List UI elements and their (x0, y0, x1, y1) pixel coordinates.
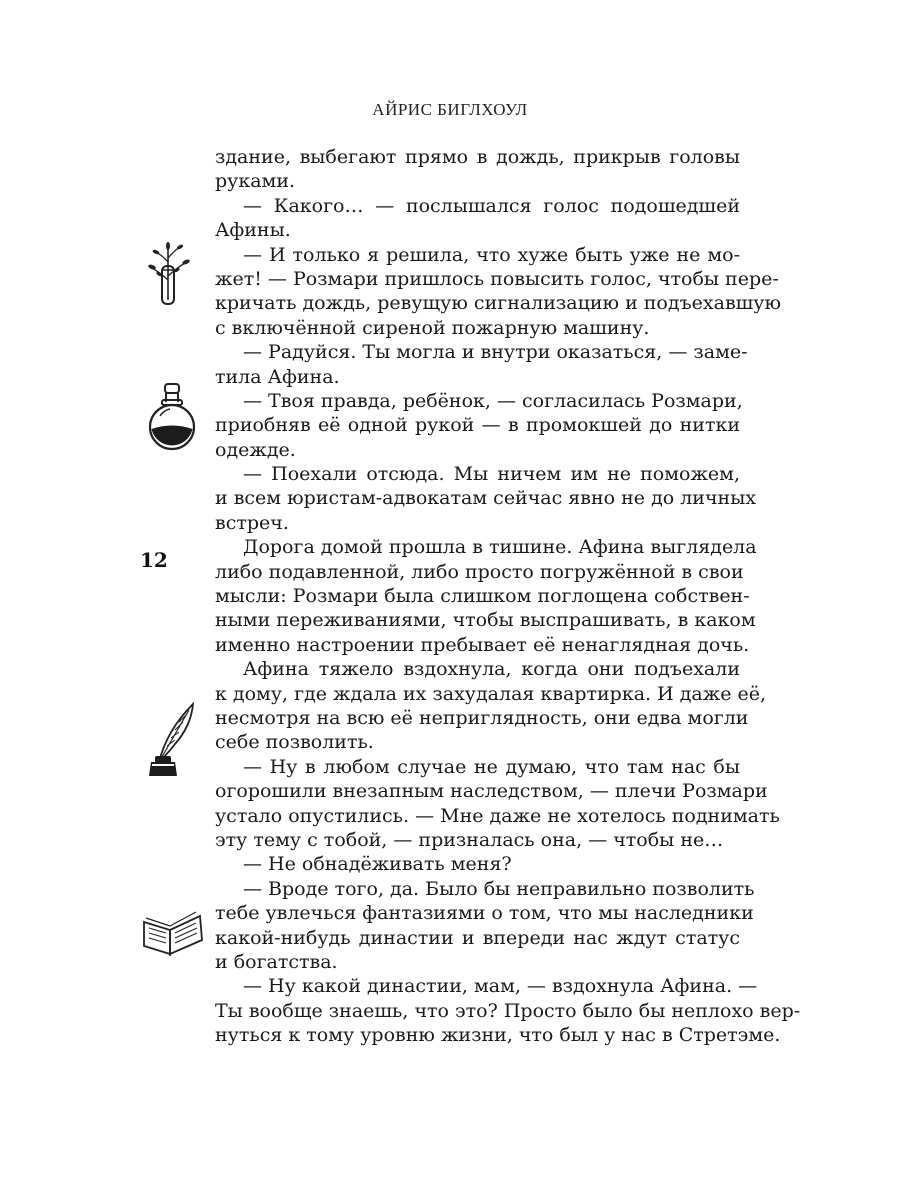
text-line: и всем юристам-адвокатам сейчас явно не до личных (215, 487, 757, 510)
text-line: ными переживаниями, чтобы выспрашивать, в каком (215, 609, 756, 632)
text-line: жет! — Розмари пришлось повысить голос, чтобы пере- (215, 267, 779, 290)
text-line: — Вроде того, да. Было бы неправильно позволить (243, 877, 755, 900)
text-line: кричать дождь, ревущую сигнализацию и подъехавшую (215, 292, 782, 315)
text-line: Дорога домой прошла в тишине. Афина выглядела (243, 536, 757, 559)
text-line: — И только я решила, что хуже быть уже не мо- (243, 243, 740, 266)
text-line: тебе увлечься фантазиями о том, что мы наследники (215, 902, 754, 925)
text-line: какой-нибудь династии и впереди нас ждут статус (215, 926, 740, 949)
running-head: АЙРИС БИГЛХОУЛ (372, 100, 528, 119)
text-line: — Твоя правда, ребёнок, — согласилась Розмари, (243, 389, 743, 412)
body-text (215, 145, 801, 1047)
herb-vial-icon (143, 240, 193, 308)
text-line: огорошили внезапным наследством, — плечи Розмари (215, 780, 768, 803)
text-line: тила Афина. (215, 365, 340, 388)
text-line: — Поехали отсюда. Мы ничем им не поможем, (243, 463, 740, 486)
text-line: несмотря на всю её неприглядность, они едва могли (215, 706, 749, 729)
text-line: с включённой сиреной пожарную машину. (215, 316, 650, 339)
text-line: — Радуйся. Ты могла и внутри оказаться, — заме- (243, 341, 748, 364)
text-line: Ты вообще знаешь, что это? Просто было бы неплохо вер- (215, 999, 801, 1022)
text-line: одежде. (215, 438, 296, 461)
text-line: — Не обнадёживать меня? (243, 853, 512, 876)
text-line: мысли: Розмари была слишком поглощена собствен- (215, 585, 750, 608)
text-line: себе позволить. (215, 731, 374, 754)
potion-bottle-icon (146, 382, 198, 452)
text-line: встреч. (215, 511, 289, 534)
text-line: либо подавленной, либо просто погружённой в свои (215, 560, 744, 583)
text-line: нуться к тому уровню жизни, что был у нас в Стретэме. (215, 1024, 781, 1047)
text-line: — Ну в любом случае не думаю, что там нас бы (243, 755, 740, 778)
page-number: 12 (140, 548, 168, 572)
text-line: приобняв её одной рукой — в промокшей до нитки (215, 414, 740, 437)
text-line: к дому, где ждала их захудалая квартирка. И даже её, (215, 682, 767, 705)
open-book-icon (140, 908, 206, 958)
text-line: здание, выбегают прямо в дождь, прикрыв головы (215, 146, 740, 168)
text-line: — Какого… — послышался голос подошедшей (243, 194, 740, 217)
text-line: и богатства. (215, 950, 338, 973)
text-line: именно настроении пребывает её ненаглядная дочь. (215, 633, 750, 656)
text-line: Афины. (215, 219, 291, 242)
quill-inkwell-icon (145, 700, 201, 780)
text-line: эту тему с тобой, — призналась она, — чтобы не… (215, 828, 724, 851)
text-line: — Ну какой династии, мам, — вздохнула Афина. — (243, 975, 758, 998)
text-line: руками. (215, 170, 296, 193)
text-line: устало опустились. — Мне даже не хотелось поднимать (215, 804, 780, 827)
text-line: Афина тяжело вздохнула, когда они подъехали (243, 658, 740, 681)
